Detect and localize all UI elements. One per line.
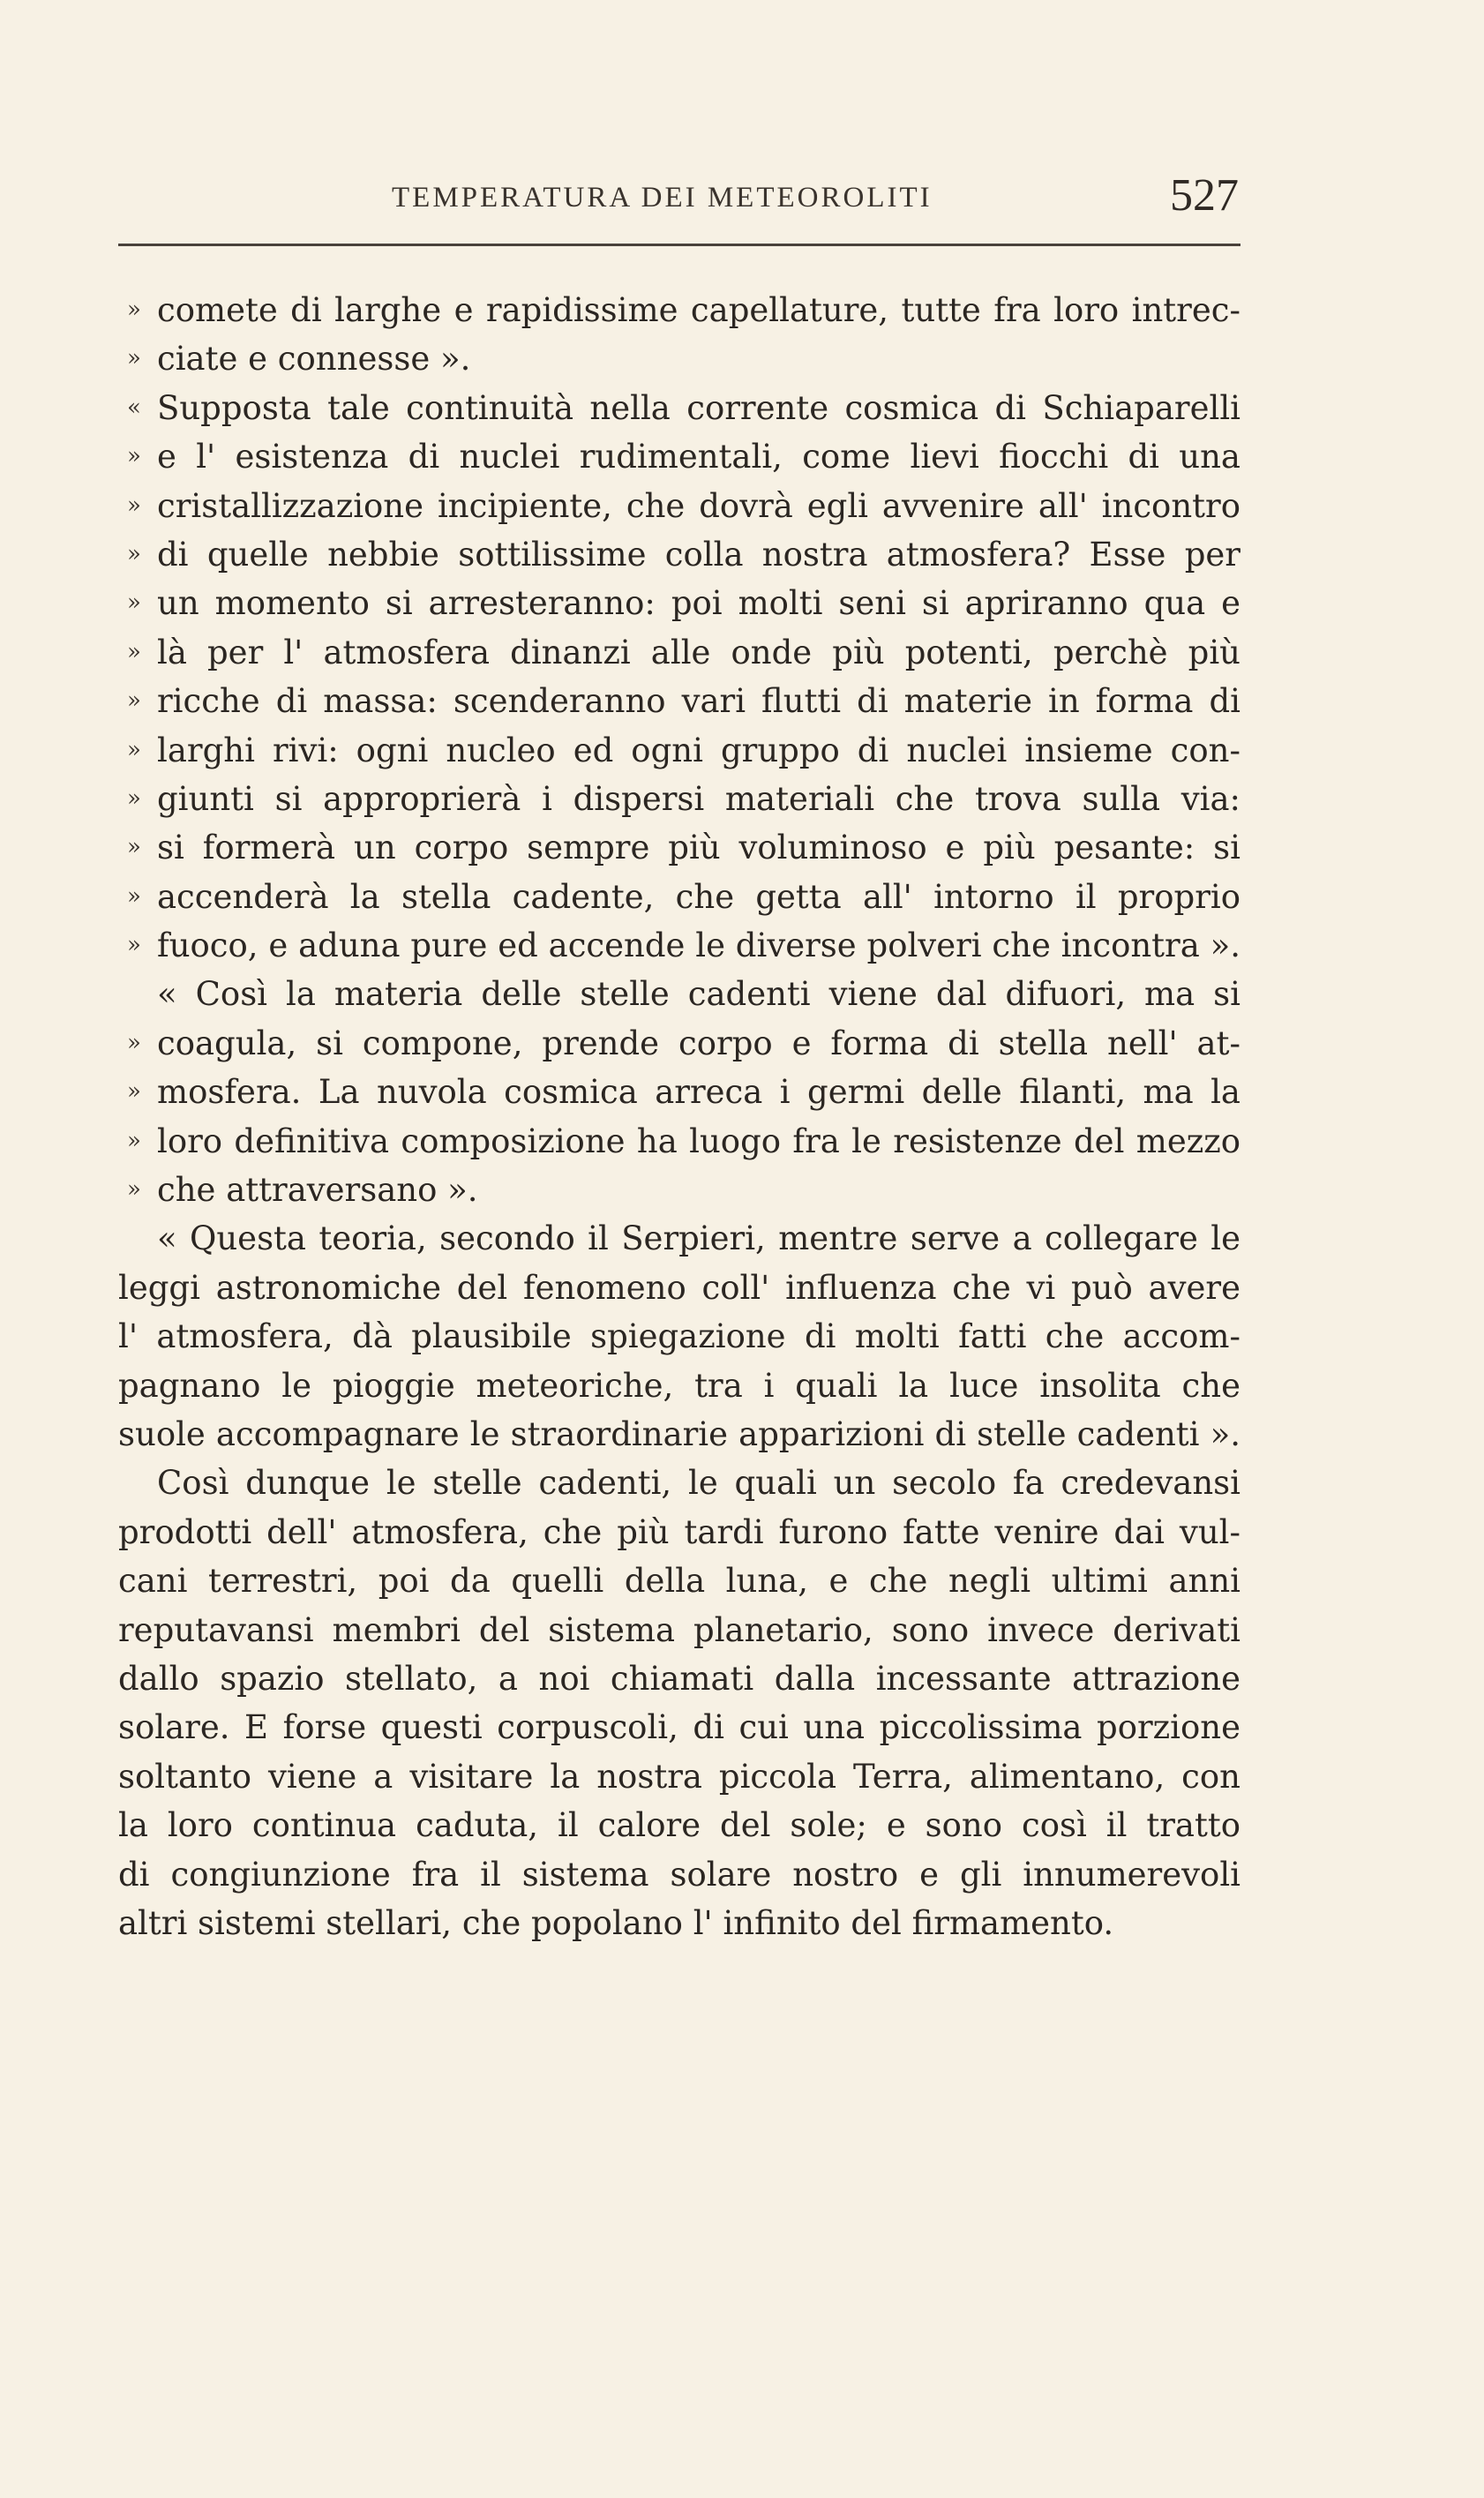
text-line xyxy=(118,1362,1240,1410)
line-text: solare. E forse questi corpuscoli, di cui una piccolissima porzione xyxy=(118,1708,1240,1747)
text-line xyxy=(118,1264,1240,1312)
text-line xyxy=(118,970,1240,1018)
text-line xyxy=(118,1850,1240,1899)
line-text: prodotti dell' atmosfera, che più tardi furono fatte venire dai vul- xyxy=(118,1512,1240,1551)
quote-mark: » xyxy=(127,1078,141,1106)
line-text: di congiunzione fra il sistema solare nostro e gli innumerevoli xyxy=(118,1855,1240,1894)
line-text: Così dunque le stelle cadenti, le quali un secolo fa credevansi xyxy=(157,1464,1240,1503)
quote-mark: » xyxy=(127,932,141,959)
line-text: accenderà la stella cadente, che getta all' intorno il proprio xyxy=(157,877,1240,916)
text-line xyxy=(118,1801,1240,1849)
text-line xyxy=(118,1166,1240,1214)
line-text: loro definitiva composizione ha luogo fra le resistenze del mezzo xyxy=(157,1121,1240,1160)
text-line xyxy=(118,1654,1240,1703)
body-text xyxy=(118,286,1240,1947)
quote-mark: » xyxy=(127,1029,141,1056)
page-header xyxy=(118,169,1239,231)
text-line xyxy=(118,1019,1240,1068)
text-line xyxy=(118,873,1240,921)
quote-mark: » xyxy=(127,736,141,763)
text-line xyxy=(118,1703,1240,1752)
text-line xyxy=(118,775,1240,823)
line-text: cani terrestri, poi da quelli della luna, e che negli ultimi anni xyxy=(118,1562,1240,1601)
line-text: la loro continua caduta, il calore del sole; e sono così il tratto xyxy=(118,1806,1240,1845)
text-line xyxy=(118,482,1240,530)
text-line xyxy=(118,823,1240,872)
text-line xyxy=(118,677,1240,725)
text-line xyxy=(118,1117,1240,1166)
line-text: e l' esistenza di nuclei rudimentali, come lievi fiocchi di una xyxy=(157,438,1240,476)
line-text: giunti si approprierà i dispersi materiali che trova sulla via: xyxy=(157,779,1240,818)
text-line xyxy=(118,1068,1240,1116)
quote-mark: » xyxy=(127,345,141,372)
text-line xyxy=(118,1899,1240,1947)
line-text: « Così la materia delle stelle cadenti viene dal difuori, ma si xyxy=(157,975,1240,1014)
line-text: là per l' atmosfera dinanzi alle onde più potenti, perchè più xyxy=(157,633,1240,671)
quote-mark: » xyxy=(127,1127,141,1154)
text-line xyxy=(118,1214,1240,1263)
line-text: reputavansi membri del sistema planetario, sono invece derivati xyxy=(118,1610,1240,1649)
quote-mark: » xyxy=(127,540,141,567)
text-line xyxy=(118,1508,1240,1557)
running-title: TEMPERATURA DEI METEOROLITI xyxy=(392,182,933,214)
header-rule xyxy=(118,244,1240,246)
quote-mark: « xyxy=(127,394,141,421)
text-line xyxy=(118,334,1240,383)
text-line xyxy=(118,1312,1240,1361)
text-line xyxy=(118,1752,1240,1801)
line-text: l' atmosfera, dà plausibile spiegazione di molti fatti che accom- xyxy=(118,1317,1240,1356)
line-text: altri sistemi stellari, che popolano l' infinito del firmamento. xyxy=(118,1903,1114,1942)
quote-mark: » xyxy=(127,443,141,470)
line-text: coagula, si compone, prende corpo e forma di stella nell' at- xyxy=(157,1024,1240,1062)
line-text: che attraversano ». xyxy=(157,1171,478,1210)
page-number: 527 xyxy=(1170,170,1239,221)
line-text: cristallizzazione incipiente, che dovrà egli avvenire all' incontro xyxy=(157,486,1240,525)
text-line xyxy=(118,579,1240,627)
line-text: pagnano le pioggie meteoriche, tra i quali la luce insolita che xyxy=(118,1366,1240,1405)
line-text: mosfera. La nuvola cosmica arreca i germi delle filanti, ma la xyxy=(157,1073,1240,1112)
line-text: di quelle nebbie sottilissime colla nostra atmosfera? Esse per xyxy=(157,535,1240,574)
text-line xyxy=(118,628,1240,677)
line-text: dallo spazio stellato, a noi chiamati dalla incessante attrazione xyxy=(118,1659,1240,1698)
text-line xyxy=(118,1410,1240,1459)
quote-mark: » xyxy=(127,1176,141,1204)
text-line xyxy=(118,432,1240,481)
line-text: soltanto viene a visitare la nostra piccola Terra, alimentano, con xyxy=(118,1757,1240,1796)
quote-mark: » xyxy=(127,491,141,519)
text-line xyxy=(118,1557,1240,1605)
text-line xyxy=(118,286,1240,334)
line-text: ciate e connesse ». xyxy=(157,340,471,379)
line-text: « Questa teoria, secondo il Serpieri, mentre serve a collegare le xyxy=(157,1219,1240,1258)
line-text: comete di larghe e rapidissime capellature, tutte fra loro intrec- xyxy=(157,291,1240,329)
line-text: leggi astronomiche del fenomeno coll' influenza che vi può avere xyxy=(118,1268,1240,1307)
line-text: un momento si arresteranno: poi molti seni si apriranno qua e xyxy=(157,584,1240,623)
line-text: fuoco, e aduna pure ed accende le diverse polveri che incontra ». xyxy=(157,926,1240,965)
quote-mark: » xyxy=(127,589,141,617)
quote-mark: » xyxy=(127,834,141,861)
text-line xyxy=(118,726,1240,775)
text-line xyxy=(118,384,1240,432)
text-line xyxy=(118,1459,1240,1507)
quote-mark: » xyxy=(127,882,141,910)
text-line xyxy=(118,921,1240,970)
text-line xyxy=(118,530,1240,579)
text-line xyxy=(118,1606,1240,1654)
line-text: larghi rivi: ogni nucleo ed ogni gruppo di nuclei insieme con- xyxy=(157,731,1240,769)
quote-mark: » xyxy=(127,638,141,665)
line-text: ricche di massa: scenderanno vari flutti di materie in forma di xyxy=(157,682,1240,721)
quote-mark: » xyxy=(127,296,141,323)
quote-mark: » xyxy=(127,784,141,812)
line-text: Supposta tale continuità nella corrente cosmica di Schiaparelli xyxy=(157,388,1240,427)
line-text: suole accompagnare le straordinarie apparizioni di stelle cadenti ». xyxy=(118,1414,1240,1453)
quote-mark: » xyxy=(127,687,141,715)
line-text: si formerà un corpo sempre più voluminoso e più pesante: si xyxy=(157,829,1240,867)
